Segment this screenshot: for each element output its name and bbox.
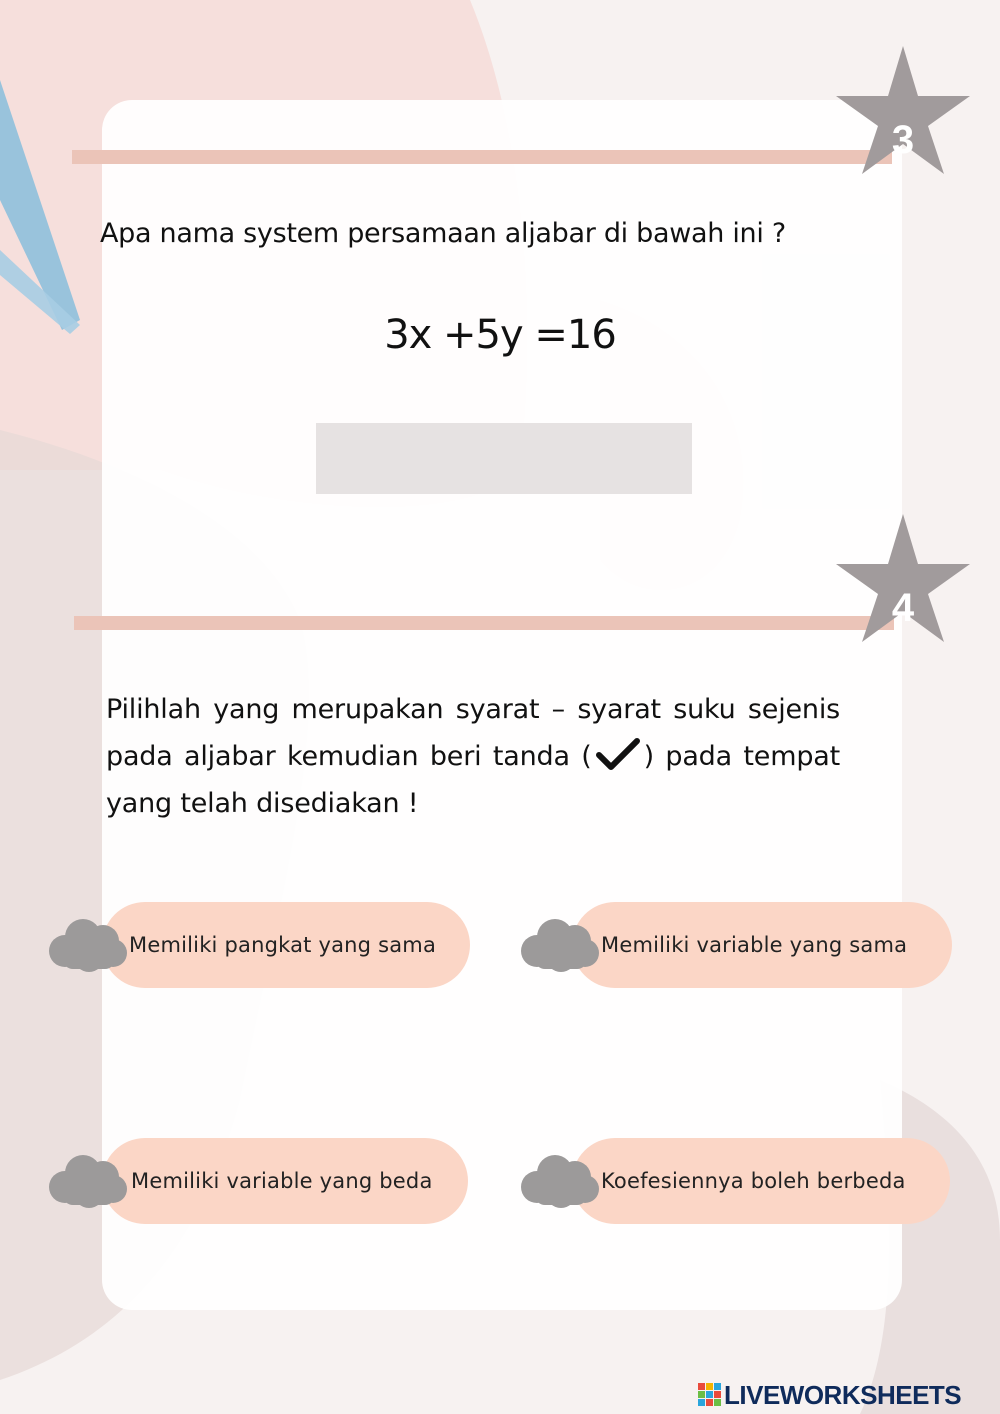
option-pill: [572, 902, 952, 988]
option-pill: [102, 1138, 468, 1224]
option-label: Memiliki variable yang sama: [601, 933, 908, 957]
option-checkbox[interactable]: [47, 1153, 129, 1209]
equation-text: 3x +5y =16: [384, 312, 616, 358]
question-4-prompt-end: ) pada tempat yang telah disediakan !: [106, 741, 840, 819]
option-label: Koefesiennya boleh berbeda: [601, 1169, 906, 1193]
question-4-number: 4: [891, 586, 915, 630]
option-label: Memiliki pangkat yang sama: [129, 933, 437, 957]
cloud-icon: [47, 1153, 129, 1209]
question-3-badge: [836, 46, 970, 174]
question-4-prompt-start: Pilihlah yang merupakan syarat – syarat suku sejenis pada aljabar kemudian beri tanda (: [106, 694, 840, 772]
cloud-icon: [519, 1153, 601, 1209]
checkmark-icon: [596, 737, 640, 771]
watermark-text: LIVEWORKSHEETS: [724, 1379, 962, 1410]
question-4-prompt: [106, 686, 840, 827]
cloud-icon: [519, 917, 601, 973]
watermark: [698, 1378, 961, 1412]
cloud-icon: [47, 917, 129, 973]
option-checkbox[interactable]: [519, 917, 601, 973]
answer-input[interactable]: [316, 423, 692, 494]
question-4-badge: [836, 514, 970, 642]
liveworksheets-logo-icon: [698, 1383, 722, 1407]
question-3-number: 3: [891, 118, 915, 162]
option-pill: [572, 1138, 950, 1224]
option-label: Memiliki variable yang beda: [131, 1169, 433, 1193]
option-pill: [102, 902, 470, 988]
option-checkbox[interactable]: [519, 1153, 601, 1209]
question-3-divider: [72, 150, 892, 164]
question-3-prompt: Apa nama system persamaan aljabar di bawah ini ?: [100, 218, 786, 249]
option-checkbox[interactable]: [47, 917, 129, 973]
question-4-divider: [74, 616, 894, 630]
